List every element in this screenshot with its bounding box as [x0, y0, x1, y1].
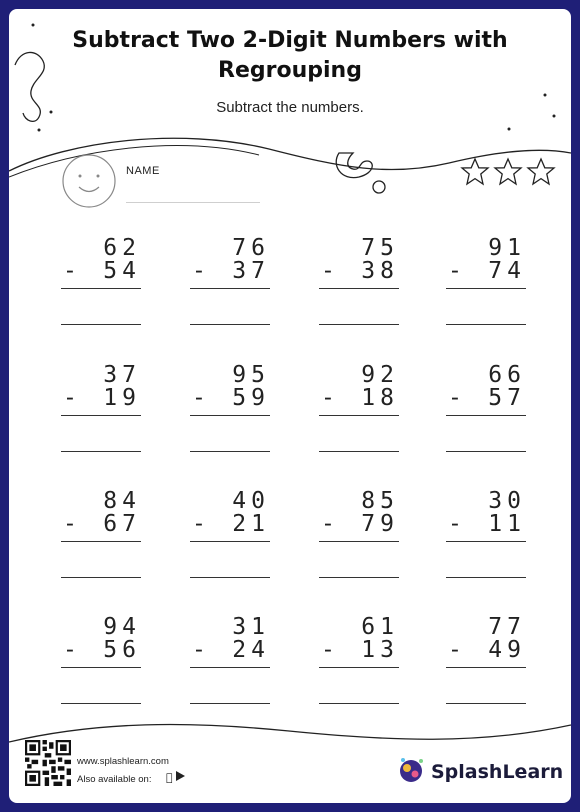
minus-sign: - — [448, 258, 462, 284]
subtraction-problem — [446, 615, 526, 725]
subtraction-problem — [61, 489, 141, 599]
minuend: 91 — [488, 235, 526, 261]
subtraction-problem — [190, 236, 270, 346]
circle-decoration — [373, 181, 385, 193]
dot-decoration — [508, 128, 511, 131]
answer-line[interactable] — [319, 577, 399, 578]
answer-line[interactable] — [190, 451, 270, 452]
subtraction-problem — [446, 489, 526, 599]
dot-decoration — [38, 129, 41, 132]
minuend: 37 — [103, 362, 141, 388]
minus-sign: - — [448, 385, 462, 411]
play-store-icon[interactable] — [176, 771, 185, 781]
subtrahend: 56 — [103, 637, 141, 663]
answer-line[interactable] — [319, 451, 399, 452]
footer-wave — [9, 725, 571, 742]
sum-rule — [190, 288, 270, 289]
subtraction-problem — [319, 489, 399, 599]
sum-rule — [190, 541, 270, 542]
worksheet-title: Subtract Two 2-Digit Numbers with — [72, 28, 508, 53]
brand-name: SplashLearn — [431, 761, 564, 783]
minus-sign: - — [448, 511, 462, 537]
available-on-label: Also available on: — [77, 774, 152, 785]
subtraction-problem — [446, 236, 526, 346]
sum-rule — [61, 288, 141, 289]
subtrahend: 67 — [103, 511, 141, 537]
minus-sign: - — [192, 385, 206, 411]
sum-rule — [61, 667, 141, 668]
subtrahend: 37 — [232, 258, 270, 284]
apple-icon[interactable] — [166, 771, 173, 784]
minuend: 85 — [361, 488, 399, 514]
smiley-face-icon — [63, 155, 115, 207]
minuend: 77 — [488, 614, 526, 640]
minuend: 95 — [232, 362, 270, 388]
instructions: Subtract the numbers. — [216, 99, 364, 116]
website-url[interactable]: www.splashlearn.com — [77, 756, 169, 767]
subtrahend: 59 — [232, 385, 270, 411]
wave-divider — [9, 138, 571, 171]
splashlearn-logo-icon — [395, 754, 427, 786]
minus-sign: - — [63, 511, 77, 537]
answer-line[interactable] — [446, 703, 526, 704]
app-store-icons — [166, 771, 185, 784]
subtrahend: 49 — [488, 637, 526, 663]
subtraction-problem — [190, 615, 270, 725]
subtraction-problem — [190, 363, 270, 473]
subtrahend: 21 — [232, 511, 270, 537]
sum-rule — [61, 541, 141, 542]
minus-sign: - — [192, 511, 206, 537]
answer-line[interactable] — [446, 577, 526, 578]
subtraction-problem — [446, 363, 526, 473]
star-icon — [528, 159, 554, 184]
sum-rule — [319, 415, 399, 416]
minuend: 76 — [232, 235, 270, 261]
minuend: 31 — [232, 614, 270, 640]
subtrahend: 38 — [361, 258, 399, 284]
sum-rule — [319, 541, 399, 542]
worksheet — [9, 9, 571, 803]
sum-rule — [446, 415, 526, 416]
dot-decoration — [544, 94, 547, 97]
answer-line[interactable] — [61, 324, 141, 325]
sum-rule — [446, 541, 526, 542]
answer-line[interactable] — [61, 703, 141, 704]
minus-sign: - — [192, 258, 206, 284]
answer-line[interactable] — [190, 577, 270, 578]
sum-rule — [190, 415, 270, 416]
minus-sign: - — [321, 385, 335, 411]
subtrahend: 79 — [361, 511, 399, 537]
minuend: 61 — [361, 614, 399, 640]
minuend: 40 — [232, 488, 270, 514]
sum-rule — [446, 667, 526, 668]
subtrahend: 11 — [488, 511, 526, 537]
minus-sign: - — [63, 385, 77, 411]
subtraction-problem — [319, 615, 399, 725]
sum-rule — [190, 667, 270, 668]
subtraction-problem — [61, 615, 141, 725]
subtraction-problem — [61, 236, 141, 346]
answer-line[interactable] — [61, 451, 141, 452]
minus-sign: - — [192, 637, 206, 663]
subtrahend: 54 — [103, 258, 141, 284]
answer-line[interactable] — [61, 577, 141, 578]
minuend: 84 — [103, 488, 141, 514]
answer-line[interactable] — [190, 703, 270, 704]
subtraction-problem — [319, 236, 399, 346]
answer-line[interactable] — [190, 324, 270, 325]
answer-line[interactable] — [319, 703, 399, 704]
subtrahend: 19 — [103, 385, 141, 411]
sum-rule — [446, 288, 526, 289]
subtraction-problem — [190, 489, 270, 599]
minus-sign: - — [63, 637, 77, 663]
sum-rule — [319, 667, 399, 668]
minus-sign: - — [321, 258, 335, 284]
star-icon — [462, 159, 488, 184]
minus-sign: - — [63, 258, 77, 284]
worksheet-title: Regrouping — [218, 58, 362, 83]
answer-line[interactable] — [446, 451, 526, 452]
minus-sign: - — [448, 637, 462, 663]
minus-sign: - — [321, 637, 335, 663]
star-icon — [495, 159, 521, 184]
minus-sign: - — [321, 511, 335, 537]
minuend: 75 — [361, 235, 399, 261]
minuend: 62 — [103, 235, 141, 261]
subtraction-problem — [61, 363, 141, 473]
subtrahend: 13 — [361, 637, 399, 663]
minuend: 92 — [361, 362, 399, 388]
qr-code-icon — [25, 740, 71, 786]
minuend: 66 — [488, 362, 526, 388]
name-field[interactable] — [126, 202, 260, 203]
minuend: 94 — [103, 614, 141, 640]
answer-line[interactable] — [446, 324, 526, 325]
sum-rule — [319, 288, 399, 289]
subtrahend: 24 — [232, 637, 270, 663]
subtrahend: 57 — [488, 385, 526, 411]
sum-rule — [61, 415, 141, 416]
subtrahend: 18 — [361, 385, 399, 411]
minuend: 30 — [488, 488, 526, 514]
answer-line[interactable] — [319, 324, 399, 325]
name-label: NAME — [126, 165, 160, 177]
subtraction-problem — [319, 363, 399, 473]
subtrahend: 74 — [488, 258, 526, 284]
